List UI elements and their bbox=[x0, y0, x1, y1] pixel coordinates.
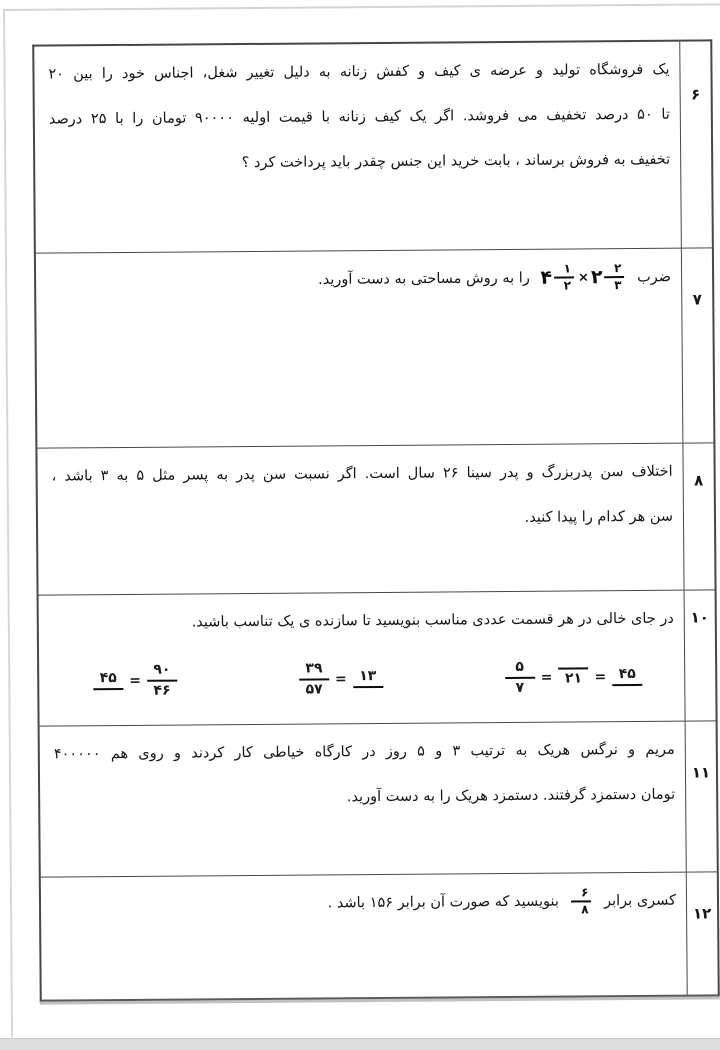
question-row-10 bbox=[39, 589, 716, 725]
fraction-6-8 bbox=[571, 885, 591, 918]
times-sign: × bbox=[577, 270, 589, 286]
numerator: ۱ bbox=[554, 262, 574, 279]
question-7-prefix: ضرب bbox=[637, 269, 672, 286]
fraction-45-blank bbox=[612, 666, 642, 688]
whole-number: ۴ bbox=[540, 266, 553, 289]
proportion-exercises bbox=[53, 642, 674, 701]
equals-sign: = bbox=[334, 671, 347, 688]
equals-sign: = bbox=[129, 672, 142, 689]
question-number-10: ۱۰ bbox=[684, 590, 716, 720]
multiplication-expression bbox=[540, 255, 626, 301]
denominator-blank bbox=[612, 686, 642, 688]
numerator: ۶ bbox=[571, 885, 591, 902]
question-11-line-1: مریم و نرگس هریک به ترتیب ۳ و ۵ روز در کارگاه خیاطی کار کردند و روی هم ۴۰۰۰۰۰ bbox=[53, 741, 675, 763]
question-number-11: ۱۱ bbox=[685, 721, 717, 871]
question-11-line-2: تومان دستمزد گرفتند. دستمزد هریک را به دست آورید. bbox=[346, 786, 676, 806]
denominator-blank bbox=[93, 690, 123, 692]
fraction-blank-21 bbox=[558, 667, 588, 687]
question-number-12: ۱۲ bbox=[686, 872, 718, 994]
denominator-blank bbox=[353, 688, 383, 690]
question-6-line-2: تا ۵۰ درصد تخفیف می فروشد. اگر یک کیف زنانه با قیمت اولیه ۹۰۰۰۰ تومان را با ۲۵ درصد bbox=[48, 106, 670, 128]
question-12-text bbox=[41, 873, 687, 1000]
question-8-line-1: اختلاف سن پدربزرگ و پدر سینا ۲۶ سال است. اگر نسبت سن پدر به پسر مثل ۵ به ۳ باشد ، bbox=[51, 463, 673, 485]
question-10-text bbox=[39, 591, 685, 726]
question-row-12 bbox=[41, 871, 718, 999]
question-number-6: ۶ bbox=[679, 41, 712, 247]
denominator: ۵۷ bbox=[305, 680, 323, 698]
question-number-7: ۷ bbox=[681, 248, 714, 442]
fraction-2-3 bbox=[604, 261, 624, 294]
question-12-line bbox=[55, 879, 676, 929]
fraction-39-57 bbox=[299, 660, 329, 698]
question-6-line-1: یک فروشگاه تولید و عرضه ی کیف و کفش زنانه به دلیل تغییر شغل، اجناس خود را بین ۲۰ bbox=[48, 61, 670, 83]
proportion-group-middle bbox=[297, 660, 385, 698]
denominator: ۲ bbox=[563, 278, 572, 293]
numerator: ۴۵ bbox=[93, 670, 123, 690]
mixed-number-2-2-3 bbox=[591, 261, 627, 294]
question-11-text bbox=[40, 722, 686, 877]
fraction-90-46 bbox=[147, 662, 177, 700]
question-12-prefix: کسری برابر bbox=[604, 892, 677, 910]
fraction-6-8-expression bbox=[569, 885, 593, 918]
denominator: ۴۶ bbox=[153, 682, 171, 699]
fraction-45-blank bbox=[93, 670, 123, 692]
proportion-group-left bbox=[91, 662, 179, 700]
equals-sign: = bbox=[540, 669, 553, 686]
question-row-6 bbox=[34, 41, 712, 252]
question-7-text bbox=[36, 249, 683, 448]
question-row-7 bbox=[36, 247, 714, 447]
fraction-1-2 bbox=[554, 262, 574, 295]
numerator: ۳۹ bbox=[299, 660, 329, 680]
numerator: ۴۵ bbox=[612, 666, 642, 686]
question-8-text bbox=[37, 444, 683, 595]
question-row-8 bbox=[37, 442, 714, 594]
denominator: ۳ bbox=[614, 278, 622, 293]
fraction-13-blank bbox=[353, 668, 383, 690]
question-row-11 bbox=[40, 720, 717, 876]
proportion-group-right bbox=[503, 658, 645, 697]
denominator: ۲۱ bbox=[564, 670, 583, 687]
numerator: ۱۳ bbox=[353, 668, 383, 688]
question-7-suffix: را به روش مساحتی به دست آورید. bbox=[318, 270, 530, 288]
equals-sign: = bbox=[594, 669, 607, 686]
mixed-number-4-1-2 bbox=[540, 262, 576, 295]
paper-bottom-shadow bbox=[0, 1038, 720, 1050]
denominator: ۷ bbox=[515, 679, 525, 696]
question-7-line bbox=[50, 255, 671, 305]
fraction-5-7 bbox=[505, 659, 535, 697]
question-6-line-3: تخفیف به فروش برساند ، بابت خرید این جنس چقدر باید پرداخت کرد ؟ bbox=[241, 151, 671, 172]
numerator: ۲ bbox=[604, 261, 624, 278]
numerator: ۹۰ bbox=[147, 662, 177, 682]
whole-number: ۲ bbox=[590, 266, 603, 289]
question-10-instruction: در جای خالی در هر قسمت عددی مناسب بنویسید تا سازنده ی یک تناسب باشید. bbox=[191, 610, 674, 631]
numerator: ۵ bbox=[505, 659, 535, 679]
denominator: ۸ bbox=[581, 902, 589, 917]
question-12-suffix: بنویسید که صورت آن برابر ۱۵۶ باشد . bbox=[327, 893, 559, 912]
question-number-8: ۸ bbox=[682, 443, 714, 589]
question-8-line-2: سن هر کدام را پیدا کنید. bbox=[524, 508, 674, 526]
question-6-text bbox=[34, 42, 681, 253]
questions-table bbox=[32, 39, 719, 1001]
